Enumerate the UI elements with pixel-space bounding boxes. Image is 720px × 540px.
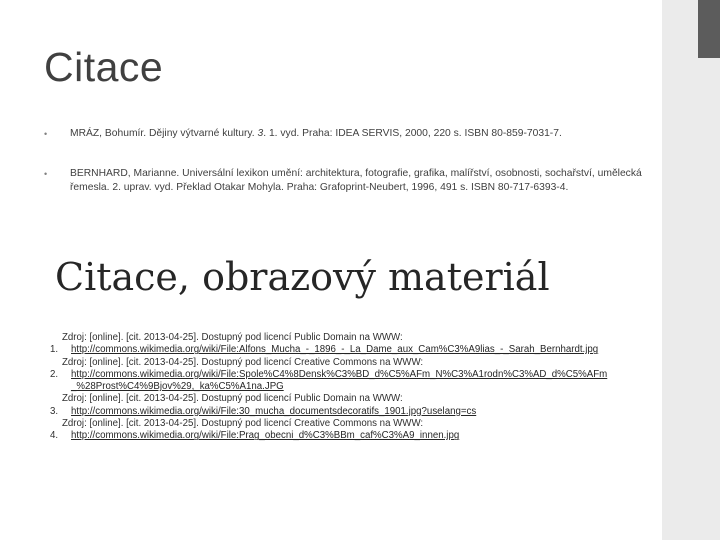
reference-link[interactable]: http://commons.wikimedia.org/wiki/File:Prag_obecni_d%C3%BBm_caf%C3%A9_innen.jpg <box>71 430 460 442</box>
citation-text <box>70 127 674 141</box>
citation-item <box>44 167 674 195</box>
reference-source: Zdroj: [online]. [cit. 2013-04-25]. Dostupný pod licencí Public Domain na WWW: <box>62 332 403 343</box>
citation-list <box>44 127 674 221</box>
reference-link[interactable]: http://commons.wikimedia.org/wiki/File:30_mucha_documentsdecoratifs_1901.jpg?uselang=cs <box>71 405 477 417</box>
reference-item <box>50 369 610 394</box>
bullet-marker: • <box>44 129 48 139</box>
image-reference-list <box>50 332 610 443</box>
citation-text-part: MRÁZ, Bohumír. Dějiny výtvarné kultury. <box>70 128 258 139</box>
reference-item <box>50 430 610 442</box>
reference-link[interactable]: http://commons.wikimedia.org/wiki/File:Spole%C4%8Densk%C3%BD_d%C5%AFm_N%C3%A1rodn%C3%AD_d%C5%AFm_%28Prost%C4%9Bjov%29,_ka%C5%A1na.JPG <box>71 368 608 393</box>
reference-number: 3. <box>50 405 59 417</box>
citation-text: BERNHARD, Marianne. Universální lexikon umění: architektura, fotografie, grafika, malířství, osobnosti, sochařství, umělecká řemesla. 2. uprav. vyd. Překlad Otakar Mohyla. Praha: Grafoprint-Neubert, 1996, 491 s. ISBN 80-717-6393-4. <box>70 168 642 193</box>
reference-item <box>50 406 610 418</box>
section-title: Citace, obrazový materiál <box>55 255 550 299</box>
reference-source: Zdroj: [online]. [cit. 2013-04-25]. Dostupný pod licencí Public Domain na WWW: <box>62 393 403 405</box>
right-side-band <box>662 0 720 540</box>
reference-source: Zdroj: [online]. [cit. 2013-04-25]. Dostupný pod licencí Creative Commons na WWW: <box>62 418 424 430</box>
reference-link[interactable]: http://commons.wikimedia.org/wiki/File:Alfons_Mucha_-_1896_-_La_Dame_aux_Cam%C3%A9lias_-_Sarah_Bernhardt.jpg <box>71 344 599 356</box>
citation-text-italic: 3 <box>257 128 264 139</box>
right-corner-accent <box>698 0 720 58</box>
reference-item <box>50 344 610 356</box>
reference-number: 4. <box>50 430 59 442</box>
reference-number: 1. <box>50 344 59 356</box>
slide-title: Citace <box>44 44 164 90</box>
reference-source: Zdroj: [online]. [cit. 2013-04-25]. Dostupný pod licencí Creative Commons na WWW: <box>62 356 424 368</box>
citation-text-part: . 1. vyd. Praha: IDEA SERVIS, 2000, 220 s. ISBN 80-859-7031-7. <box>263 128 562 139</box>
citation-item <box>44 127 674 141</box>
bullet-marker: • <box>44 169 48 179</box>
reference-number: 2. <box>50 368 59 380</box>
